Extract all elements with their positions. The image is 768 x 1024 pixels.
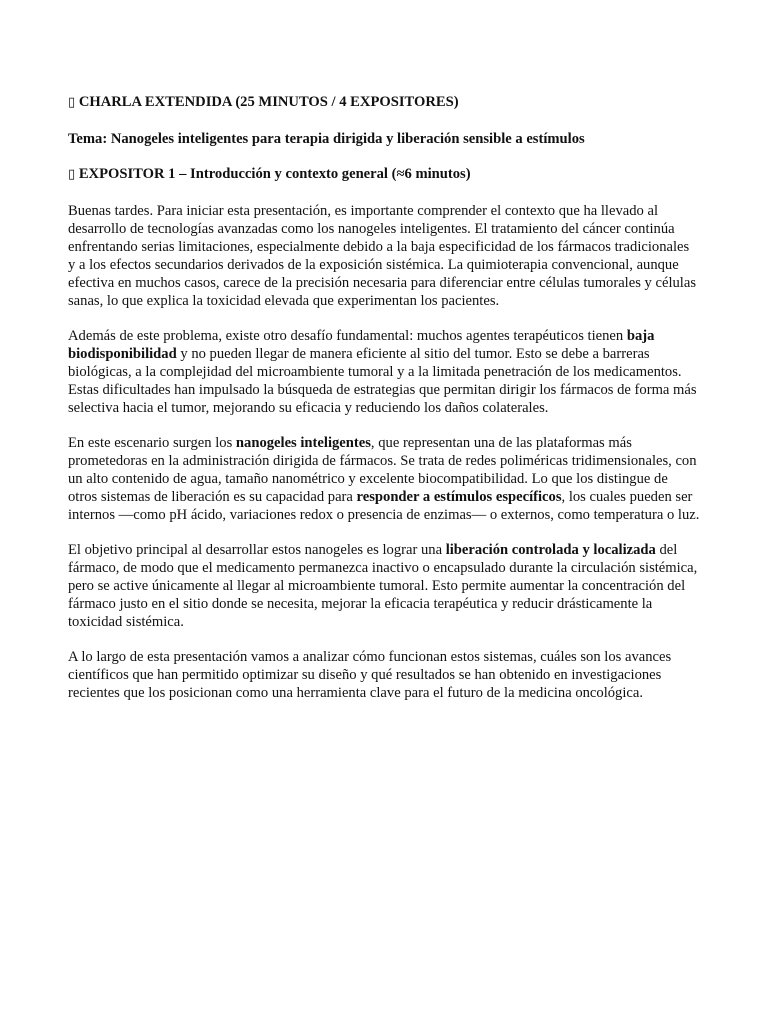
missing-glyph-icon: ▯ <box>68 95 76 110</box>
topic-heading: Tema: Nanogeles inteligentes para terapia dirigida y liberación sensible a estímulos <box>68 131 585 147</box>
paragraph-1: Buenas tardes. Para iniciar esta presentación, es importante comprender el contexto que ha llevado al desarrollo de tecnologías avanzadas como los nanogeles inteligentes. El tratamiento del cáncer continúa enfrentando serias limitaciones, especialmente debido a la baja especificidad de los fármacos tradicionales y a los efectos secundarios derivados de la exposición sistémica. La quimioterapia convencional, aunque efectiva en muchos casos, carece de la precisión necesaria para diferenciar entre células tumorales y células sanas, lo que explica la toxicidad elevada que experimentan los pacientes. <box>68 203 697 309</box>
paragraph-2 <box>68 327 700 417</box>
paragraph-3-text-end: , los cuales pueden ser internos —como pH ácido, variaciones redox o presencia de enzimas— o externos, como temperatura o luz. <box>68 489 700 523</box>
speaker-header <box>68 165 700 184</box>
paragraph-4-emphasis: liberación controlada y localizada <box>445 542 656 558</box>
speaker-header-text: EXPOSITOR 1 – Introducción y contexto general (≈6 minutos) <box>78 166 471 182</box>
paragraph-5: A lo largo de esta presentación vamos a analizar cómo funcionan estos sistemas, cuáles son los avances científicos que han permitido optimizar su diseño y qué resultados se han obtenido en investigaciones recientes que los posicionan como una herramienta clave para el futuro de la medicina oncológica. <box>68 649 672 701</box>
paragraph-3-emphasis-2: responder a estímulos específicos <box>356 489 562 505</box>
section-header <box>68 93 700 112</box>
paragraph-3-text-middle: , que representan una de las plataformas más prometedoras en la administración dirigida de fármacos. Se trata de redes poliméricas tridimensionales, con un alto contenido de agua, tamaño nanométrico y excelente biocompatibilidad. Lo que los distingue de otros sistemas de liberación es su capacidad para <box>68 435 697 505</box>
paragraph-2-text-end: y no pueden llegar de manera eficiente al sitio del tumor. Esto se debe a barreras biológicas, a la complejidad del microambiente tumoral y a la limitada penetración de los medicamentos. Estas dificultades han impulsado la búsqueda de estrategias que permitan dirigir los fármacos de forma más selectiva hacia el tumor, mejorando su eficacia y reduciendo los daños colaterales. <box>68 346 697 416</box>
paragraph-2-emphasis: baja biodisponibilidad <box>68 328 655 362</box>
missing-glyph-icon: ▯ <box>68 167 76 182</box>
paragraph-3-text: En este escenario surgen los <box>68 435 236 451</box>
paragraph-4 <box>68 541 700 631</box>
paragraph-3-emphasis: nanogeles inteligentes <box>235 435 371 451</box>
section-header-text: CHARLA EXTENDIDA (25 MINUTOS / 4 EXPOSITORES) <box>78 94 459 110</box>
paragraph-2-text: Además de este problema, existe otro desafío fundamental: muchos agentes terapéuticos tienen <box>68 328 627 344</box>
paragraph-4-text: El objetivo principal al desarrollar estos nanogeles es lograr una <box>68 542 446 558</box>
paragraph-4-text-end: del fármaco, de modo que el medicamento permanezca inactivo o encapsulado durante la circulación sistémica, pero se active únicamente al llegar al microambiente tumoral. Esto permite aumentar la concentración del fármaco justo en el sitio donde se necesita, mejorar la eficacia terapéutica y reducir drásticamente la toxicidad sistémica. <box>68 542 698 630</box>
document-body <box>68 93 700 719</box>
paragraph-3 <box>68 434 700 524</box>
